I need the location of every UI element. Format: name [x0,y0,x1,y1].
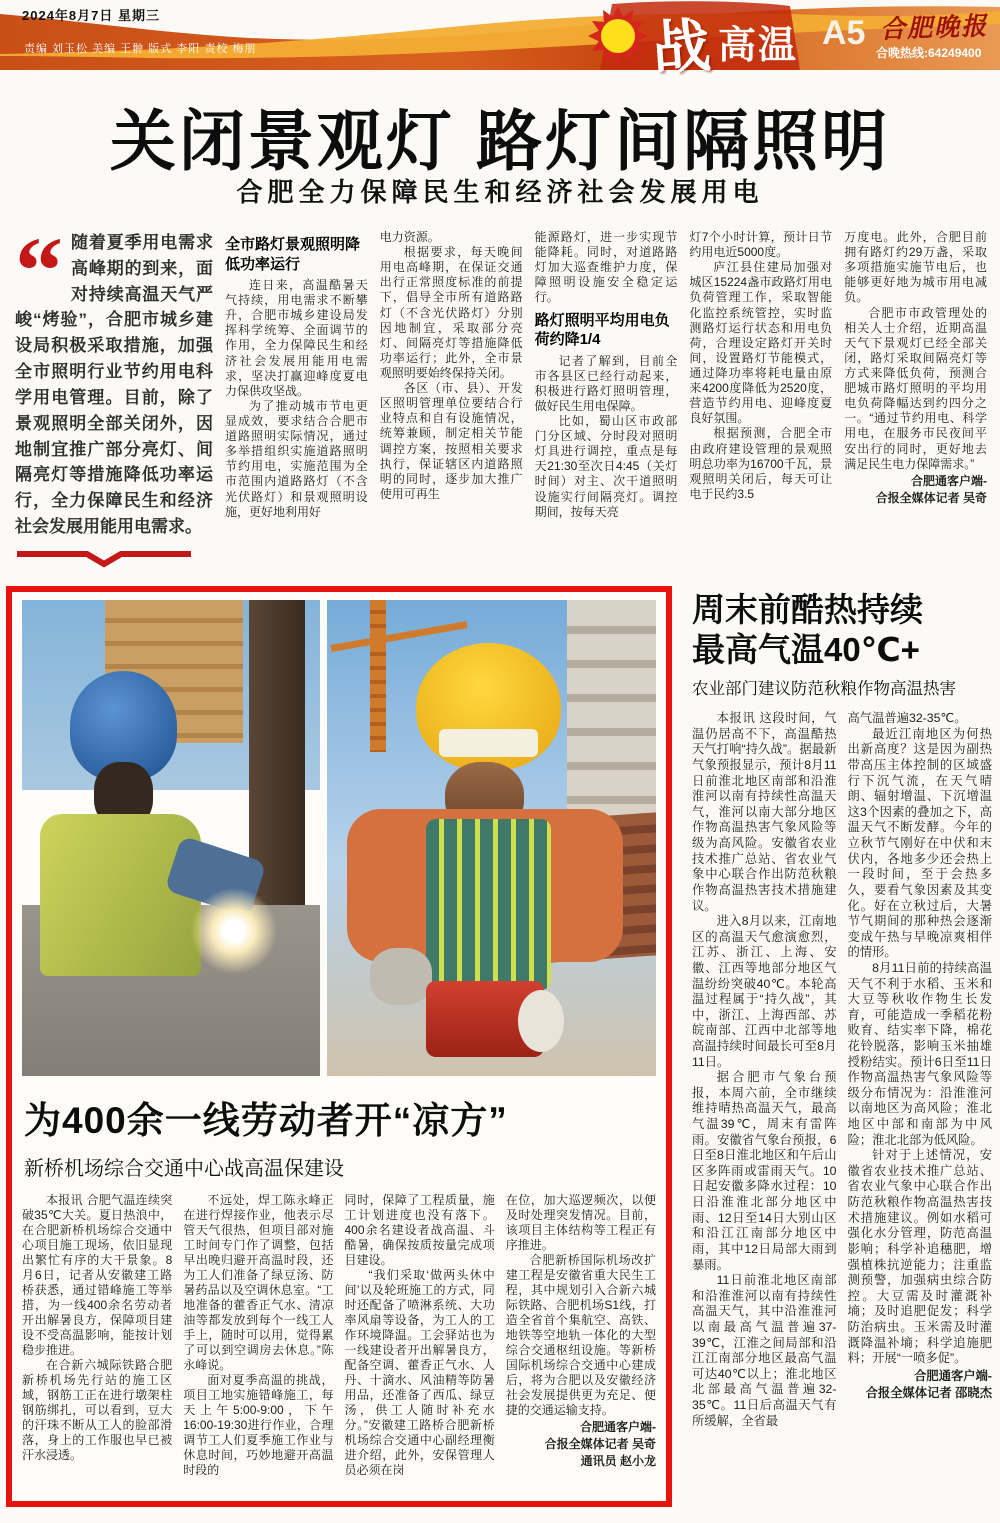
weather-columns [692,711,992,1523]
welding-spark [189,886,279,976]
paragraph: 根据要求，每天晚间用电高峰期，在保证交通出行正常照度标准的前提下，倡导全市所有道路路灯（不含光伏路灯）分别因地制宜，采取部分亮灯、间隔亮灯等措施降低功率运行；此外，全市景观照明要始终保持关闭。 [379,245,523,380]
paragraph: 本报讯 这段时间，气温仍居高不下，高温酷热天气打响“持久战”。据最新气象预报显示，预计8月11日前淮北地区南部和沿淮淮河以南有持续性高温天气，淮河以南大部分地区作物高温热害气象风险等级为高风险。安徽省农业技术推广总站、省农业气象中心联合作出防范秋粮作物高温热害技术措施建议。 [692,711,837,913]
banner-word-zhan: 战 [650,13,713,82]
yellow-safety-vest [40,814,201,976]
lead-quote-column [15,230,213,580]
byline: 合报全媒体记者 邵晓杰 [865,1386,992,1401]
crane-mast [370,600,386,752]
story-column-2 [183,1193,333,1501]
lead-article-columns [15,230,987,580]
lead-column-6 [844,230,987,580]
byline: 合报全媒体记者 吴奇 [875,490,987,505]
paragraph: 最近江南地区为何热出新高度？这是因为副热带高压主体控制的区域盛行下沉气流，在天气晴朗、辐射增温、下沉增温这3个因素的叠加之下，高温天气不断发酵。今年的立秋节气刚好在中伏和末伏内，各地多少还会热上一段时间，至于会热多久，要看气象因素及其变化。好在立秋过后，大暑节气期间的那种热会逐渐变成午热与早晚凉爽相伴的情形。 [847,726,992,960]
byline: 合肥通客户端- [580,1420,656,1434]
sub-headline: 路灯照明平均用电负荷约降1/4 [534,311,670,349]
quote-divider-icon [15,550,213,576]
paragraph: 同时，保障了工程质量，施工计划进度也没有落下。400余名建设者战高温、斗酷暑，确保按质按量完成项目建设。 [344,1193,495,1267]
green-safety-vest [426,819,551,990]
paragraph: 能源路灯，进一步实现节能降耗。同时，对道路路灯加大巡查维护力度，保障照明设施安全稳定运行。 [534,230,678,305]
hotline: 合晚热线:64249400 [876,46,982,60]
worker-glove [370,948,433,1005]
photo-story-headline: 为400余一线劳动者开“凉方” [24,1100,508,1141]
lead-column-3 [380,230,523,580]
paragraph: “我们采取‘做两头休中间’以及轮班施工的方式，同时还配备了喷淋系统、大功率风扇等设备，为工人的工作环境降温。工会驿站也为一线建设者开出解暑良方，配备空调、藿香正气水、人丹、十滴水、风油精等防暑用品，还准备了西瓜、绿豆汤，供工人随时补充水分。”安徽建工路桥合肥新桥机场综合交通中心副经理衡进介绍，此外，安保管理人员必须在岗 [344,1268,495,1477]
banner-word-gaowen: 高温 [718,25,799,67]
lead-subheadline: 合肥全力保障民生和经济社会发展用电 [236,177,764,207]
paragraph: 合肥新桥国际机场改扩建工程是安徽省重大民生工程，其中规划引入合新六城际铁路、合肥机场S1线，打造全省首个集航空、高铁、地铁等空地轨一体化的大型综合交通枢纽设施。等新桥国际机场综合交通中心建成后，将为合肥以及安徽经济社会发展提供更为充足、便捷的交通运输支持。 [505,1253,656,1417]
paragraph: 记者了解到，目前全市各县区已经行动起来，积极进行路灯照明管理，做好民生用电保障。 [534,353,678,413]
weather-column-1 [692,711,837,1523]
paragraph: 根据预测，合肥全市由政府建设管理的景观照明总功率为16700千瓦，景观照明关闭后，每天可让电于民约3.5 [689,426,833,501]
lead-column-5 [689,230,832,580]
photo-story-box [6,586,672,1507]
lead-column-2 [225,230,368,580]
story-column-1 [22,1193,172,1501]
issue-date: 2024年8月7日 星期三 [22,8,160,23]
photo-story-subheadline: 新桥机场综合交通中心战高温保建设 [24,1158,344,1180]
byline: 合报全媒体记者 吴奇 [544,1437,656,1451]
cutter-blade [518,990,564,1052]
paragraph: 在位，加大巡逻频次，以便及时处理突发情况。目前，该项目主体结构等工程正有序推进。 [505,1193,656,1252]
paragraph: 在合新六城际铁路合肥新桥机场先行站的施工区域，钢筋工正在进行墩架柱钢筋绑扎，可以看到，豆大的汗珠不断从工人的脸部滑落，身上的工作服也早已被汗水浸透。 [22,1358,173,1462]
paragraph: 面对夏季高温的挑战，项目工地实施错峰施工，每天上午5:00-9:00，下午16:00-19:30进行作业，合理调节工人们夏季施工作业与休息时间，巧妙地避开高温时段的 [183,1373,334,1477]
sub-headline: 全市路灯景观照明降低功率运行 [225,236,361,273]
paragraph: 不远处，焊工陈永峰正在进行焊接作业，他表示尽管天气很热，但项目部对施工时间专门作了调整，包括早出晚归避开高温时段，还为工人们准备了绿豆汤、防暑药品以及空调休息室。“工地准备的藿香正气水、清凉油等都发放到每个一线工人手上，随时可以用，觉得累了可以到空调房去休息。”陈永峰说。 [183,1193,334,1372]
paragraph: 8月11日前的持续高温天气不利于水稻、玉米和大豆等秋收作物生长发育，可能造成一季稻花粉败育、结实率下降，棉花花铃脱落，影响玉米抽雄授粉结实。预计6日至11日作物高温热害气象风险等级分布情况为：沿淮淮河以南地区为高风险；淮北地区中部和南部为中风险；淮北北部为低风险。 [847,960,992,1147]
lead-column-4 [535,230,678,580]
paragraph: 连日来，高温酷暑天气持续，用电需求不断攀升，合肥市城乡建设局发挥科学统筹、全面调节的作用，全力保障民生和经济社会发展用能用电需求，坚决打赢迎峰度夏电力保供攻坚战。 [225,278,368,398]
photo-right-cutter [327,600,656,1076]
paragraph: 各区（市、县）、开发区照明管理单位要结合行业特点和自有设施情况，统筹兼顾，制定相关节能调控方案，按照相关要求执行，保证辖区内道路照明的同时，逐步加大推广使用可再生 [379,381,523,501]
paragraph: 针对于上述情况，安徽省农业技术推广总站、省农业气象中心联合作出防范秋粮作物高温热害技术措施建议。例如水稻可强化水分管理，防范高温影响；科学补追穗肥，增强植株抗逆能力；注重监测预警，加强病虫综合防控。大豆需及时灌溉补墒；及时追肥促发；科学防治病虫。玉米需及时灌溉降温补墒；科学追施肥料；开展“一喷多促”。 [847,1148,992,1366]
paragraph: 为了推动城市节电更显成效，要求结合合肥市道路照明实际情况，通过多举措组织实施道路照明节约用电，实施范围为全市范围内道路路灯（不含光伏路灯）和景观照明设施，更好地利用好 [225,398,368,519]
paragraph: 11日前淮北地区南部和沿淮淮河以南有持续性高温天气，其中沿淮淮河以南最高气温普遍37-39℃，江淮之间局部和沿江江南部分地区最高气温可达40℃以上；淮北地区北部最高气温普遍32-35℃。11日后高温天气有所缓解，全省最 [692,1273,837,1428]
byline: 合肥通客户端- [910,473,987,488]
story-column-4 [506,1193,656,1501]
weather-column-2 [848,711,993,1523]
helmet-band [439,729,538,758]
newspaper-logo: 合肥晚报 [879,13,989,44]
paragraph: 万度电。此外，合肥目前拥有路灯约29万盏，采取多项措施实施节电后，也能够更好地为城市用电减负。 [844,230,987,305]
photo-left-welder [22,600,320,1076]
byline: 通讯员 赵小龙 [580,1454,656,1468]
paragraph: 比如，蜀山区市政部门分区域、分时段对照明灯具进行调控，重点是每天21:30至次日4:45（关灯时间）对主、次干道照明设施实行间隔亮灯。调控期间，按每天亮 [534,413,678,519]
paragraph: 高气温普遍32-35℃。 [847,711,967,726]
lead-headline: 关闭景观灯 路灯间隔照明 [109,104,891,178]
paragraph: 进入8月以来，江南地区的高温天气愈演愈烈，江苏、浙江、上海、安徽、江西等地部分地区气温纷纷突破40℃。本轮高温过程属于“持久战”，其中，浙江、上海西部、苏皖南部、江西中北部等地高温持续时间最长可至8月11日。 [692,914,837,1069]
weather-subheadline: 农业部门建议防范秋粮作物高温热害 [692,680,956,699]
paragraph: 合肥市市政管理处的相关人士介绍，近期高温天气下景观灯已经全部关闭，路灯采取间隔亮灯等方式来降低负荷，预测合肥城市路灯照明的平均用电负荷降幅达到约四分之一。“通过节约用电、科学用电，在服务市民夜间平安出行的同时，更好地去满足民生电力保障需求。” [844,305,987,471]
paragraph: 电力资源。 [379,230,440,244]
page-number: A5 [822,14,866,52]
lead-quote-text: 随着夏季用电需求高峰期的到来，面对持续高温天气严峻“烤验”，合肥市城乡建设局积极采取措施，加强全市照明行业节约用电科学用电管理。目前，除了景观照明全部关闭外，因地制宜推广部分亮灯、间隔亮灯等措施降低功率运行，全力保障民生和经济社会发展用能用电需求。 [15,233,213,537]
photo-story-columns [22,1193,656,1501]
editors-line: 责编 刘玉松 美编 王翀 版式 李阳 责校 梅朋 [24,43,257,55]
quote-mark-icon: “ [15,230,63,324]
weather-headline-line1: 周末前酷热持续 [692,591,923,628]
paragraph: 灯7个小时计算，预计日节约用电近5000度。 [689,230,833,260]
weather-headline-line2: 最高气温40℃+ [692,630,920,668]
photo-row [22,600,656,1076]
masthead-banner [0,0,1000,82]
story-column-3 [345,1193,495,1501]
weather-article [692,590,992,1523]
paragraph: 庐江县住建局加强对城区15224盏市政路灯用电负荷管理工作，采取智能化监控系统管控，实时监测路灯运行状态和用电负荷，合理设定路灯开关时间，设置路灯节能模式，通过降功率将耗电量由原来4200度降低为2520度，营造节约用电、迎峰度夏良好氛围。 [689,260,833,426]
paragraph: 本报讯 合肥气温连续突破35℃大关。夏日热浪中，在合肥新桥机场综合交通中心项目施工现场，依旧显现出繁忙有序的大干景象。8月6日，记者从安徽建工路桥获悉，通过错峰施工等举措，为一线400余名劳动者开出解暑良方，保障项目建设不受高温影响，能按计划稳步推进。 [22,1193,173,1357]
paragraph: 据合肥市气象台预报，本周六前，全市继续维持晴热高温天气，最高气温39℃，周末有雷阵雨。安徽省气象台预报，6日至8日淮北地区和午后山区多阵雨或雷雨天气。10日起安徽多降水过程：10日沿淮淮北部分地区中雨、12日至14日大别山区和沿江江南部分地区中雨，其中12日局部大雨到暴雨。 [692,1070,837,1272]
byline: 合肥通客户端- [914,1368,992,1383]
